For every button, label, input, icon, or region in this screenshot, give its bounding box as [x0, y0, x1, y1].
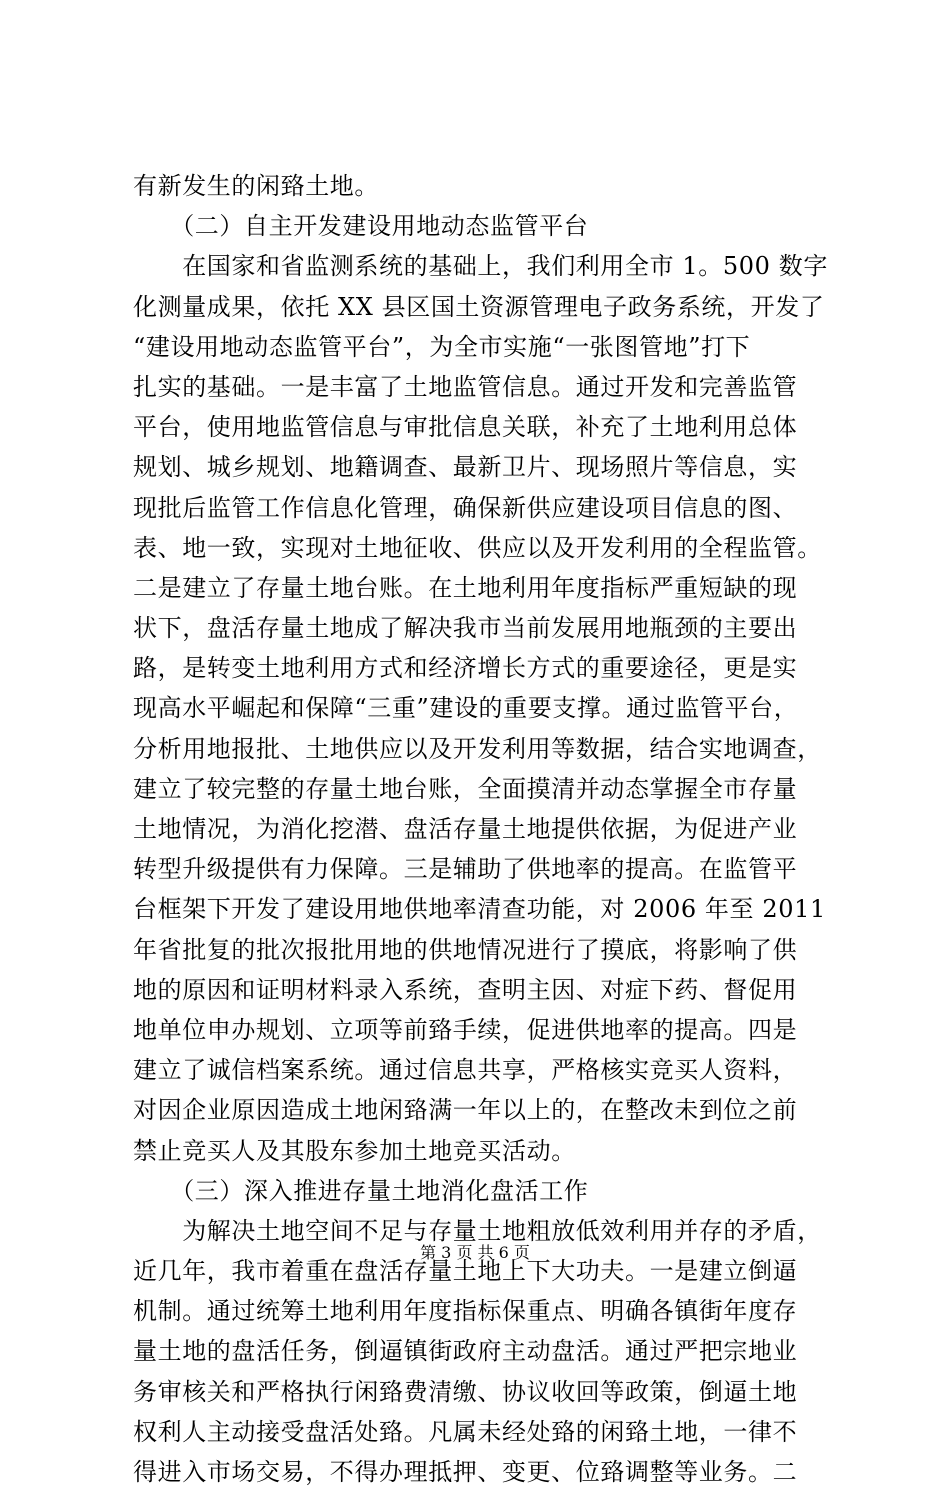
text-line: 年省批复的批次报批用地的供地情况进行了摸底，将影响了供 — [133, 935, 798, 964]
text-line: 建立了较完整的存量土地台账，全面摸清并动态掌握全市存量 — [133, 774, 798, 803]
text-line: 为解决土地空间不足与存量土地粗放低效利用并存的矛盾， — [133, 1216, 822, 1245]
text-line: 化测量成果，依托 XX 县区国土资源管理电子政务系统，开发了 — [133, 292, 825, 321]
text-line: “建设用地动态监管平台”，为全市实施“一张图管地”打下 — [133, 332, 751, 361]
text-line: 扎实的基础。一是丰富了土地监管信息。通过开发和完善监管 — [133, 372, 798, 401]
text-line: 近几年，我市着重在盘活存量土地上下大功夫。一是建立倒逼 — [133, 1257, 798, 1286]
text-line: 务审核关和严格执行闲臵费清缴、协议收回等政策，倒逼土地 — [133, 1377, 798, 1406]
text-line: 现高水平崛起和保障“三重”建设的重要支撑。通过监管平台， — [133, 694, 799, 723]
text-line: 现批后监管工作信息化管理，确保新供应建设项目信息的图、 — [133, 493, 798, 522]
text-line: 权利人主动接受盘活处臵。凡属未经处臵的闲臵土地，一律不 — [133, 1417, 798, 1446]
text-line: 状下，盘活存量土地成了解决我市当前发展用地瓶颈的主要出 — [133, 614, 798, 643]
text-line: 台框架下开发了建设用地供地率清查功能，对 2006 年至 2011 — [133, 895, 826, 924]
text-line: 地单位申办规划、立项等前臵手续，促进供地率的提高。四是 — [133, 1015, 798, 1044]
section-heading: （二）自主开发建设用地动态监管平台 — [133, 212, 589, 241]
body-text — [133, 166, 853, 1492]
text-line: 在国家和省监测系统的基础上，我们利用全市 1。500 数字 — [133, 252, 828, 281]
text-line: 平台，使用地监管信息与审批信息关联，补充了土地利用总体 — [133, 413, 798, 442]
text-line: 机制。通过统筹土地利用年度指标保重点、明确各镇街年度存 — [133, 1297, 798, 1326]
text-line: 地的原因和证明材料录入系统，查明主因、对症下药、督促用 — [133, 975, 798, 1004]
text-line: 表、地一致，实现对土地征收、供应以及开发利用的全程监管。 — [133, 533, 822, 562]
text-line: 土地情况，为消化挖潜、盘活存量土地提供依据，为促进产业 — [133, 815, 798, 843]
text-line: 转型升级提供有力保障。三是辅助了供地率的提高。在监管平 — [133, 855, 798, 884]
section-heading: （三）深入推进存量土地消化盘活工作 — [133, 1176, 589, 1205]
page-number-label: 第 3 页 共 6 页 — [420, 1243, 530, 1262]
page-footer — [0, 1243, 950, 1263]
text-line: 禁止竞买人及其股东参加土地竞买活动。 — [133, 1136, 576, 1165]
text-line: 量土地的盘活任务，倒逼镇街政府主动盘活。通过严把宗地业 — [133, 1337, 798, 1366]
text-line: 有新发生的闲臵土地。 — [133, 172, 379, 200]
text-line: 建立了诚信档案系统。通过信息共享，严格核实竞买人资料， — [133, 1056, 798, 1085]
text-line: 规划、城乡规划、地籍调查、最新卫片、现场照片等信息，实 — [133, 453, 798, 482]
text-line: 对因企业原因造成土地闲臵满一年以上的，在整改未到位之前 — [133, 1096, 798, 1125]
text-line: 得进入市场交易，不得办理抵押、变更、位臵调整等业务。二 — [133, 1458, 798, 1486]
text-line: 分析用地报批、土地供应以及开发利用等数据，结合实地调查， — [133, 734, 822, 763]
text-line: 二是建立了存量土地台账。在土地利用年度指标严重短缺的现 — [133, 573, 798, 602]
text-line: 路，是转变土地利用方式和经济增长方式的重要途径，更是实 — [133, 654, 798, 683]
